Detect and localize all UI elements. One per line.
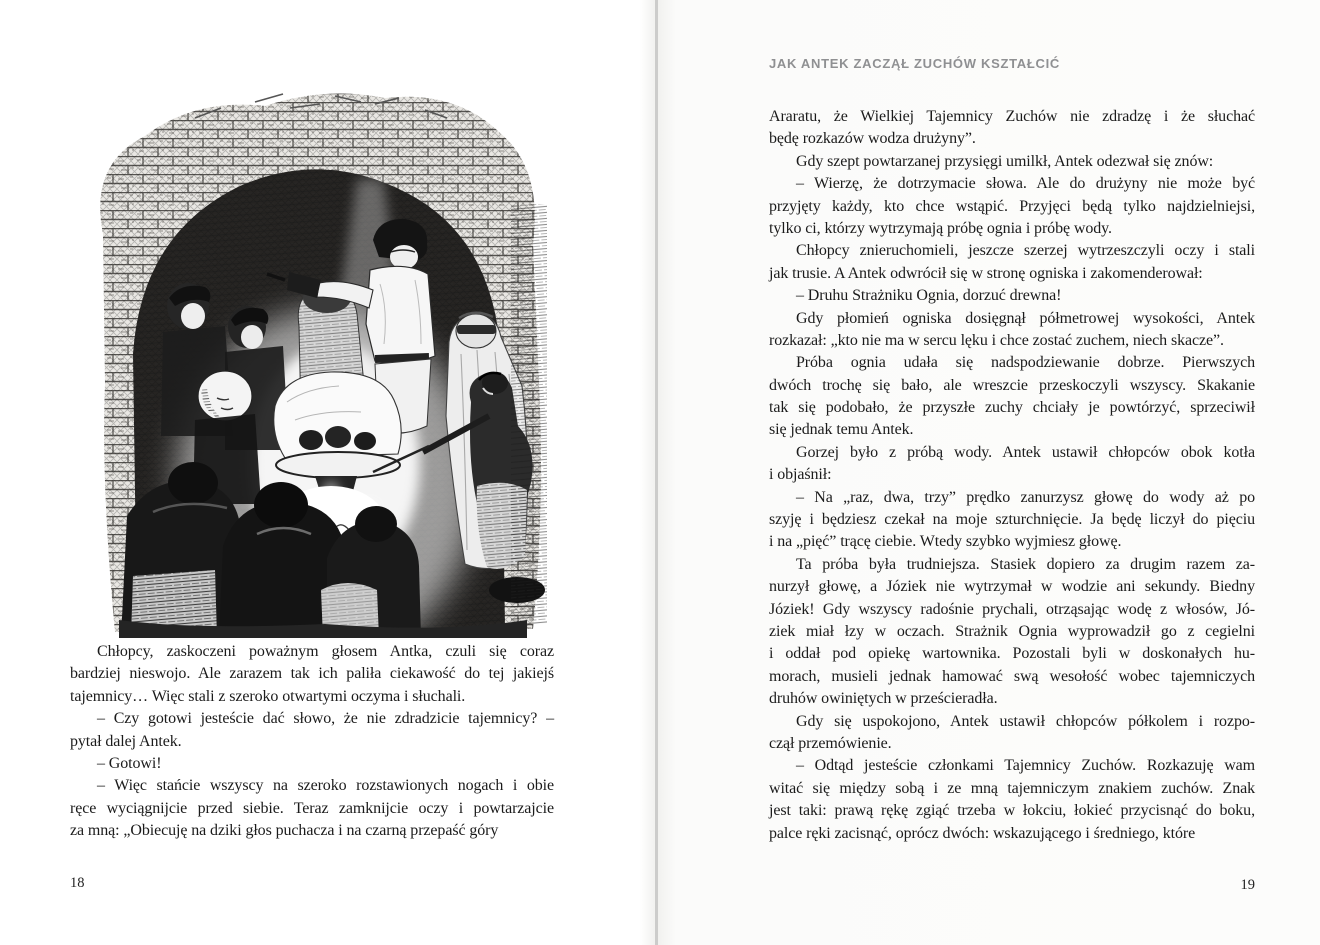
text-line: się jednak temu Antek. xyxy=(769,421,914,439)
text-line: Araratu, że Wielkiej Tajemnicy Zuchów nie zdradzę i że słuchać xyxy=(769,108,1255,125)
running-head: JAK ANTEK ZACZĄŁ ZUCHÓW KSZTAŁCIĆ xyxy=(769,56,1061,71)
illustration-campfire-scene xyxy=(75,84,559,638)
text-line: dwóch trochę się bało, ale wreszcie przeskoczyli wszyscy. Skakanie xyxy=(769,376,1255,394)
text-line: ziek miał łzy w oczach. Strażnik Ognia wyprowadził go z cegielni xyxy=(769,622,1255,640)
text-line: – Wierzę, że dotrzymacie słowa. Ale do drużyny nie może być xyxy=(796,175,1255,193)
page-number-right: 19 xyxy=(1240,877,1255,893)
text-line: druhów owiniętych w prześcieradła. xyxy=(769,690,998,708)
text-line: będę rozkazów wodza drużyny”. xyxy=(769,130,976,148)
text-line: tak się podobało, że przyszłe zuchy chciały je powtórzyć, sprzeciwił xyxy=(769,399,1255,417)
page-left xyxy=(0,0,656,945)
text-line: i na „pięć” trącę ciebie. Wtedy szybko wyjmiesz głowę. xyxy=(769,533,1122,551)
paragraph xyxy=(769,151,1255,173)
paragraph xyxy=(769,554,1255,711)
text-line: Ta próba była trudniejsza. Stasiek dopiero za drugim razem za- xyxy=(796,555,1255,573)
paragraph xyxy=(70,708,554,753)
text-line: Chłopcy znieruchomieli, jeszcze szerzej wytrzeszczyli oczy i stali xyxy=(796,242,1255,260)
text-line: – Więc stańcie wszyscy na szeroko rozstawionych nogach i obie xyxy=(97,777,554,795)
text-line: tylko ci, którzy wytrzymają próbę ognia i próbę wody. xyxy=(769,219,1112,237)
text-line: Gdy szept powtarzanej przysięgi umilkł, Antek odezwał się znów: xyxy=(796,152,1214,170)
text-line: nurzył głowę, a Józiek nie wytrzymał w wodzie ani sekundy. Biedny xyxy=(769,578,1255,596)
text-line: ręce wyciągnijcie przed siebie. Teraz zamknijcie oczy i powtarzajcie xyxy=(70,799,554,817)
ink-drawing xyxy=(75,84,559,638)
text-line: przyjęty każdy, kto chce wstąpić. Przyjęci będą tylko najdzielniejsi, xyxy=(769,197,1255,215)
text-line: – Czy gotowi jesteście dać słowo, że nie zdradzicie tajemnicy? – xyxy=(97,710,554,728)
text-line: pytał dalej Antek. xyxy=(70,732,182,750)
left-page-paragraphs xyxy=(70,641,554,843)
paragraph xyxy=(769,711,1255,756)
text-line: – Druhu Strażniku Ognia, dorzuć drewna! xyxy=(796,287,1062,305)
text-line: i oddał pod opiekę wartownika. Pozostali byli w doskonałych hu- xyxy=(769,645,1255,663)
text-line: bardziej nieswojo. Ale zarazem tak ich paliła ciekawość do tej jakiejś xyxy=(70,665,554,683)
paragraph xyxy=(769,308,1255,353)
right-page-paragraphs xyxy=(769,106,1255,845)
paragraph xyxy=(769,106,1255,151)
text-line: Gdy płomień ogniska dosięgnął półmetrowej wysokości, Antek xyxy=(796,309,1255,327)
paragraph xyxy=(769,487,1255,554)
paragraph xyxy=(769,173,1255,240)
text-line: szyję i będziesz czekał na moje szturchnięcie. Ja będę liczył do pięciu xyxy=(769,511,1255,529)
text-line: jest taki: prawą rękę zgiąć trzeba w łokciu, łokieć przycisnąć do boku, xyxy=(769,802,1255,820)
text-line: – Gotowi! xyxy=(97,754,162,772)
paragraph xyxy=(70,641,554,708)
paragraph xyxy=(769,240,1255,285)
text-line: Próba ognia udała się nadspodziewanie dobrze. Pierwszych xyxy=(796,354,1255,372)
text-line: i objaśnił: xyxy=(769,466,832,484)
text-line: morach, musieli jednak hamować swą wesołość wobec tajemniczych xyxy=(769,667,1255,685)
text-line: – Na „raz, dwa, trzy” prędko zanurzysz głowę do wody aż po xyxy=(796,488,1255,506)
paragraph xyxy=(769,352,1255,442)
text-line: Gdy się uspokojono, Antek ustawił chłopców półkolem i rozpo- xyxy=(796,712,1255,730)
page-right xyxy=(658,0,1320,945)
page-number-left: 18 xyxy=(70,875,85,891)
text-line: palce ręki zacisnąć, oprócz dwóch: wskazującego i średniego, które xyxy=(769,824,1196,842)
text-line: tajemnicy… Więc stali z szeroko otwartymi oczyma i słuchali. xyxy=(70,687,466,705)
paragraph xyxy=(769,442,1255,487)
text-line: czął przemówienie. xyxy=(769,734,892,752)
text-line: Józiek! Gdy wszyscy radośnie prychali, otrząsając wodę z włosów, Jó- xyxy=(769,600,1255,618)
text-line: Gorzej było z próbą wody. Antek ustawił chłopców obok kotła xyxy=(796,443,1255,461)
text-line: – Odtąd jesteście członkami Tajemnicy Zuchów. Rozkazuję wam xyxy=(796,757,1255,775)
text-line: witać się między sobą i ze mną tajemniczym znakiem zuchów. Znak xyxy=(769,779,1255,797)
text-line: za mną: „Obiecuję na dziki głos puchacza i na czarną przepaść góry xyxy=(70,822,499,840)
paragraph xyxy=(70,753,554,775)
paragraph xyxy=(70,775,554,842)
paragraph xyxy=(769,285,1255,307)
text-line: jak trusie. A Antek odwrócił się w stronę ogniska i zakomenderował: xyxy=(769,264,1203,282)
text-line: rozkazał: „kto nie ma w sercu lęku i chce zostać zuchem, niech skacze”. xyxy=(769,331,1224,349)
text-line: Chłopcy, zaskoczeni poważnym głosem Antka, czuli się coraz xyxy=(97,643,554,660)
paragraph xyxy=(769,755,1255,845)
